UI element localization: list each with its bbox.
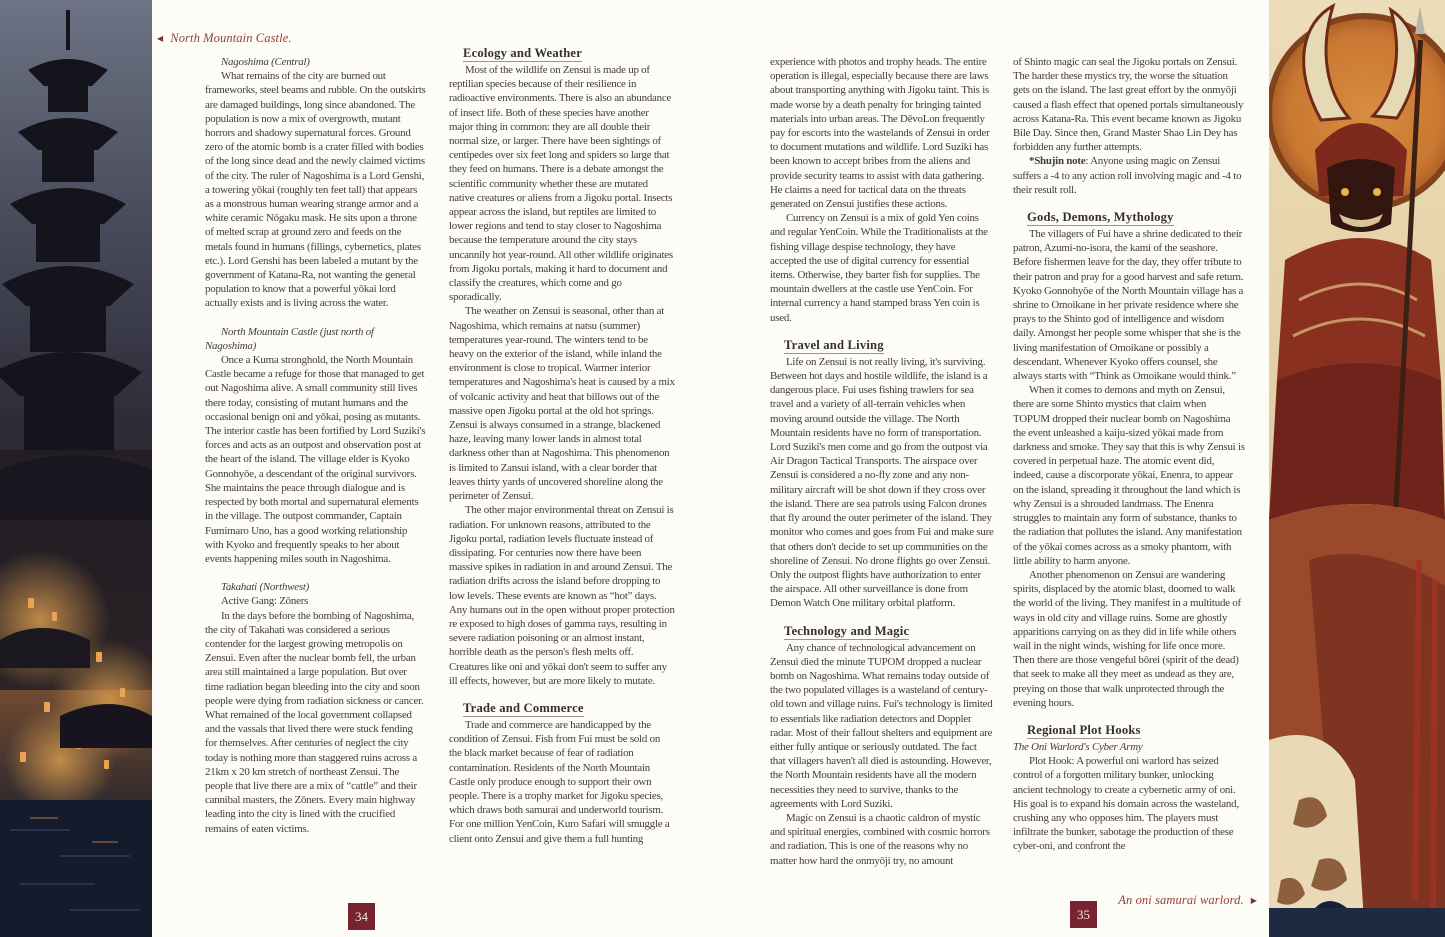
body-paragraph: of Shinto magic can seal the Jigoku portals on Zensui. The harder these mystics try, the worse the situation gets on the island. The last great effort by the onmyōji caused a flash effect that opened portals simultaneously across Katana-Ra. This event became known as Jigoku Bile Day. Since then, Grand Master Shao Lin Dey has forbidden any further attempts. [1013, 56, 1244, 154]
page-number-right: 35 [1070, 901, 1097, 928]
body-paragraph: Magic on Zensui is a chaotic caldron of mystic and spiritual energies, combined with cosmic horrors and radiation. This is one of the reasons why no matter how hard the onmyōji try, no amount [770, 811, 990, 867]
left-artwork-pagoda [0, 0, 152, 937]
body-paragraph: Life on Zensui is not really living, it's surviving. Between hot days and hostile wildlife, the island is a dangerous place. Fui uses fishing trawlers for sea travel and a variety of all-terrain vehicles when moving around outside the village. The North Mountain residents have no form of transportation. Lord Suziki's men come and go from the outpost via Air Dragon Tactical Transports. The airspace over Zensui is considered a no-fly zone and any non-military aircraft will be shot down if they cross over the island. There are sea patrols using Falcon drones that fly around the outer perimeter of the island. They monitor who comes and goes from Fui and make sure that others don't decide to set up communities on the shoreline of Zensui. No drone flights go over Zensui. Only the outpost flights have authorization to enter the airspace. All other surveillance is done from Demon Watch One military orbital platform. [770, 355, 994, 610]
left-art-caption [157, 31, 292, 46]
right-triangle-icon: ▶ [1250, 896, 1257, 905]
right-artwork-oni-samurai [1269, 0, 1445, 937]
text-column-3 [770, 46, 994, 923]
oni-samurai-illustration [1269, 0, 1445, 937]
section-heading: Regional Plot Hooks [1027, 722, 1141, 737]
pagoda-illustration [0, 0, 152, 937]
body-paragraph: *Shujin note: Anyone using magic on Zensui suffers a -4 to any action roll involving magic and -4 to their result roll. [1013, 155, 1242, 196]
body-paragraph: Trade and commerce are handicapped by the condition of Zensui. Fish from Fui must be sold on the black market because of fear of radiation contamination. Residents of the North Mountain Castle only produce enough to support their own people. There is a trophy market for Jigoku species, which draws both samurai and underworld tourism. For one million YenCoin, Kuro Safari will smuggle a client onto Zensui and give them a full hunting [449, 718, 670, 845]
page-number-left: 34 [348, 903, 375, 930]
text-column-1 [205, 46, 427, 923]
body-paragraph: What remains of the city are burned out frameworks, steel beams and rubble. On the outskirts are damaged buildings, long since abandoned. The population is now a mix of overgrowth, mutant horrors and shadowy supernatural forces. Ground zero of the atomic bomb is a crater filled with bodies of the long since dead and the newly claimed victims of the city. The ruler of Nagoshima is a Lord Genshi, a towering yōkai (roughly ten feet tall) that appears as a monstrous human wearing strange armor and a white ceramic Nōgaku mask. He sits upon a throne of melted scrap at ground zero and feeds on the metals found in humans (fillings, cybernetics, plates etc.). Lord Genshi has been labeled a mutant by the government of Katana-Ra, not wanting the general population to know that a powerful yōkai lord actually exists and is living across the water. [205, 70, 426, 310]
body-paragraph: Another phenomenon on Zensui are wandering spirits, displaced by the atomic blast, doomed to walk the world of the living. They manifest in a multitude of ways in old city and village ruins. Some are ghostly apparitions carrying on as they did in life while others wail in the night winds, wishing for life once more. Then there are those vengeful bōrei (spirit of the dead) that seek to make all they meet as undead as they are, preying on those that walk unprotected through the evening hours. [1013, 568, 1241, 709]
body-paragraph: Any chance of technological advancement on Zensui died the minute TUPOM dropped a nuclear bomb on Nagoshima. What remains today outside of the two populated villages is a wasteland of century-old town and village ruins. Fui's technology is limited to essentials like radiation detectors and Doppler radar. Most of their fallout shelters and equipment are either fully antique or seriously outdated. The fact that villagers haven't all died is astounding. However, the North Mountain residents have all the modern necessities they need to survive, thanks to the agreements with Lord Suziki. [770, 641, 993, 810]
left-art-caption-text: North Mountain Castle. [170, 31, 292, 45]
sub-heading: North Mountain Castle (just north of Nagoshima) [205, 325, 374, 352]
body-paragraph: Once a Kuma stronghold, the North Mountain Castle became a refuge for those that managed to get out Nagoshima alive. A small community still lives there today, consisting of mutant humans and the occasional benign oni and yōkai, posing as mutants. The interior castle has been fortified by Lord Suziki's forces and acts as an outpost and observation post at the heart of the island. The village elder is Kyoko Gonnohyōe, a descendant of the original survivors. She maintains the peace through dialogue and is respected by both mortal and supernatural elements in the village. The outpost commander, Captain Fumimaro Uno, has a good working relationship with Kyoko and frequently speaks to her about events happening miles south in Nagoshima. [205, 354, 426, 565]
body-paragraph: Currency on Zensui is a mix of gold Yen coins and regular YenCoin. While the Traditionalists at the fishing village despise technology, they have accepted the use of digital currency for essential items. Otherwise, they barter fish for supplies. The mountain dwellers at the castle use YenCoin. For internal currency a hand stamped brass Yen coin is used. [770, 212, 988, 324]
sub-heading: The Oni Warlord's Cyber Army [1013, 740, 1143, 753]
text-column-2 [449, 46, 675, 914]
section-heading: Ecology and Weather [463, 46, 583, 60]
body-paragraph: The villagers of Fui have a shrine dedicated to their patron, Azumi-no-isora, the kami of the seashore. Before fishermen leave for the day, they offer tribute to their patron and pray for a good harvest and safe return. Kyoko Gonnohyōe of the North Mountain village has a shrine to Omoikane in her private residence where she prays to the Shinto god of intelligence and wisdom daily. Amongst her people some whisper that she is the living manifestation of Omoikane or possibly a descendant. Whenever Kyoko offers counsel, she always starts with “Think as Omoikane would think.” [1013, 228, 1244, 383]
text-column-4 [1013, 46, 1245, 923]
body-paragraph: When it comes to demons and myth on Zensui, there are some Shinto mystics that claim when TOPUM dropped their nuclear bomb on Nagoshima the event unleashed a kaiju-sized yōkai made from darkness and smoke. They say that this is why Zensui is covered in perpetual haze. The atomic event did, indeed, cause a discorporate yōkai, Enenra, to appear on the island, spreading it throughout the land which is why Zensui is a shrouded landmass. The Enenra struggles to maintain any form of substance, thanks to the radiation that pollutes the island. Any manifestation of the yōkai comes across as a smoky phantom, with little ability to harm anyone. [1013, 384, 1245, 567]
right-art-caption [1118, 893, 1257, 908]
section-heading: Travel and Living [784, 337, 884, 352]
left-triangle-icon: ◀ [157, 34, 164, 43]
body-paragraph: Plot Hook: A powerful oni warlord has seized control of a forgotten military bunker, unlocking ancient technology to create a cybernetic army of oni. His goal is to expand his domain across the wasteland, crushing any who opposes him. The players must infiltrate the bunker, sabotage the production of these cyber-oni, and confront the [1013, 755, 1239, 853]
right-art-caption-text: An oni samurai warlord. [1118, 893, 1244, 907]
section-heading: Trade and Commerce [463, 700, 584, 715]
sub-heading: Nagoshima (Central) [221, 56, 310, 68]
section-heading: Gods, Demons, Mythology [1027, 210, 1174, 225]
body-paragraph: The other major environmental threat on Zensui is radiation. For unknown reasons, attributed to the Jigoku portal, radiation levels fluctuate instead of dissipating. For centuries now there have been massive spikes in radiation in and around Zensui. The radiation drifts across the island before dropping to low levels. These events are known as “hot” days. Any humans out in the open without proper protection re exposed to high doses of gamma rays, resulting in severe radiation poisoning or an almost instant, horrible death as the person's flesh melts off. Creatures like oni and yōkai don't seem to suffer any ill effects, however, but are more likely to mutate. [449, 504, 675, 687]
body-paragraph: In the days before the bombing of Nagoshima, the city of Takahati was considered a serious contender for the largest growing metropolis on Zensui. Even after the nuclear bomb fell, the urban area still maintained a large population. But over time radiation began bleeding into the city and soon people were dying from radiation sickness or cancer. What remained of the local government collapsed and the vassals that lived there were stuck fending for themselves. After centuries of neglect the city today is nothing more than staggered ruins across a 21km x 20 km stretch of northeast Zensui. The people that live there are a mix of “cattle” and their cannibal masters, the Zōners. Every main highway leading into the city is lined with the crucified remains of eaten victims. [205, 609, 424, 835]
sub-heading: Takahati (Northwest) [221, 581, 310, 594]
body-paragraph: Most of the wildlife on Zensui is made up of reptilian species because of their resilience in radioactive environments. There is also an abundance of insect life. Both of these species have another major thing in common: they are all double their normal size, or larger. There have been sightings of centipedes over six feet long and spiders so large that they feed on humans. There is a debate amongst the scientific community whether these are mutated native creatures or aliens from a Jigoku portal. Insects appear across the island, but reptiles are limited to lower regions and tend to stay closer to Nagoshima because the temperature around the city stays uncannily hot year-round. All other wildlife originates from Jigoku portals, making it hard to document and classify the creatures, which come and go sporadically. [449, 64, 673, 304]
body-paragraph: The weather on Zensui is seasonal, other than at Nagoshima, which remains at natsu (summer) temperatures year-round. The winters tend to be heavy on the exterior of the island, while inland the environment is close to tropical. Warmer interior temperatures and Nagoshima's heat is caused by a mix of volcanic activity and heat that billows out of the massive open Jigoku portal at the old hot springs. Zensui is always consumed in a strange, blackened haze, leaving many lower lands in almost total darkness other than at Nagoshima. This phenomenon is limited to Zansui island, with a clear border that leaves thirty yards of uncovered shoreline along the perimeter of Zensui. [449, 305, 675, 503]
body-paragraph: experience with photos and trophy heads. The entire operation is illegal, especially because there are laws about transporting anything with Jigoku taint. This is made worse by a death penalty for bringing tainted materials into urban areas. The DēvoLon frequently pay for escorts into the wastelands of Zensui in order to document mutations and wildlife. Lord Suziki has been known to accept bribes from the aliens and provide security teams to assist with data gathering. He claims a need for tactical data on the threats generated on Zensui justifies these actions. [770, 56, 990, 211]
body-paragraph: Active Gang: Zōners [221, 595, 309, 608]
section-heading: Technology and Magic [784, 623, 910, 638]
